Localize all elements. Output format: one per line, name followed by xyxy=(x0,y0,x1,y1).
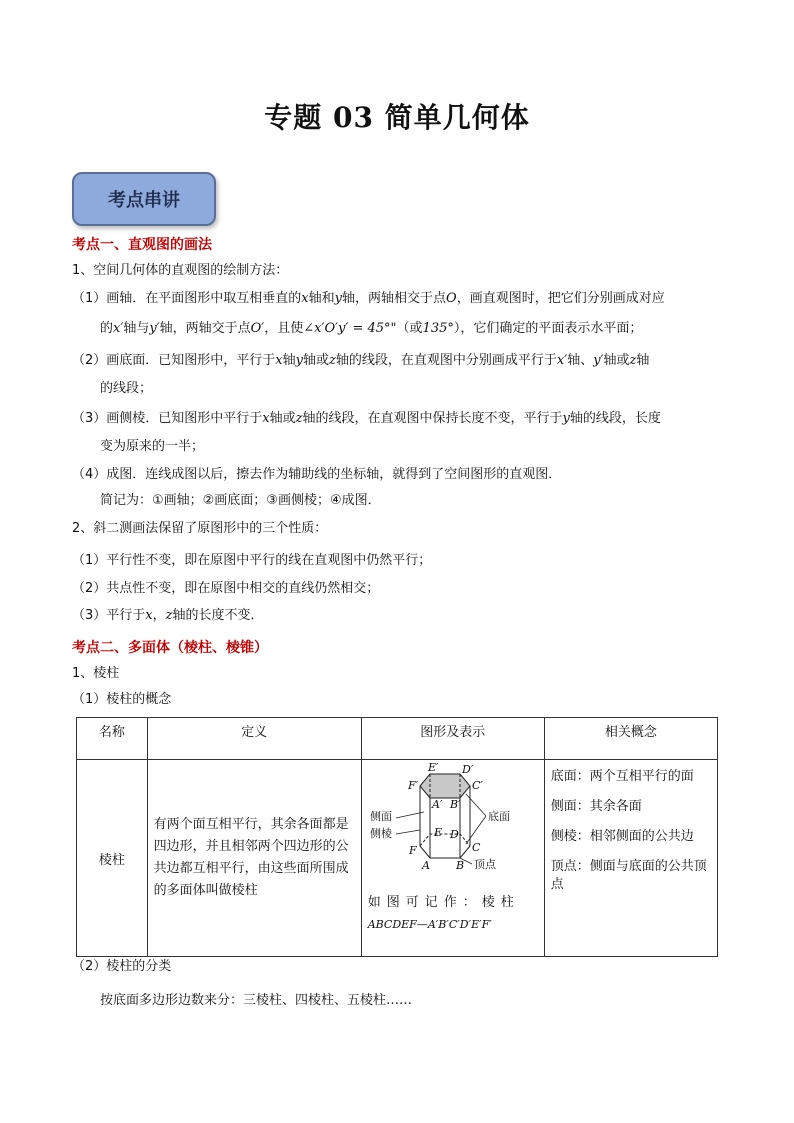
math-symbol: O xyxy=(446,291,457,306)
text-run: ， xyxy=(152,608,166,623)
text-run: 轴的线段，在直观图中分别画成平行于 xyxy=(335,353,557,368)
figure-caption xyxy=(368,892,536,936)
section2-heading: 考点二、多面体（棱柱、棱锥） xyxy=(72,640,268,656)
math-symbol: y xyxy=(562,411,570,426)
table-header: 名称 xyxy=(77,718,148,760)
text-run: 轴的长度不变． xyxy=(172,608,264,623)
bottom-front-edges xyxy=(420,846,470,858)
text-run: 轴的线段，长度 xyxy=(569,411,661,426)
vertex-label: C xyxy=(471,841,481,854)
section-badge: 考点串讲 xyxy=(72,172,216,226)
text-run: 轴 xyxy=(636,353,650,368)
table-row xyxy=(77,760,718,957)
text-run: 轴与 xyxy=(123,321,150,336)
page-title: 专题 03 简单几何体 xyxy=(264,101,530,134)
text-run: 轴或 xyxy=(269,411,296,426)
math-symbol: x xyxy=(145,608,153,623)
math-symbol: x xyxy=(275,353,283,368)
step3-line1 xyxy=(72,410,661,428)
property2: （2）共点性不变，即在原图中相交的直线仍然相交； xyxy=(72,581,380,596)
step1-line2 xyxy=(100,320,642,338)
figure-label: 顶点 xyxy=(473,858,496,871)
math-symbol: 135° xyxy=(422,321,454,336)
text-run: 的 xyxy=(100,321,114,336)
table-header: 图形及表示 xyxy=(361,718,544,760)
figure-label: 侧面 xyxy=(369,810,392,823)
pointer-line xyxy=(396,830,420,834)
text-run: 轴、 xyxy=(567,353,594,368)
table-header: 定义 xyxy=(147,718,361,760)
math-symbol: z xyxy=(629,353,637,368)
table-header-row xyxy=(77,718,718,760)
property1: （1）平行性不变，即在原图中平行的线在直观图中仍然平行； xyxy=(72,553,432,568)
section2-sub1: （1）棱柱的概念 xyxy=(72,692,172,707)
text-run: 轴和 xyxy=(308,291,335,306)
summary: 简记为：①画轴；②画底面；③画侧棱；④成图． xyxy=(100,493,381,508)
text-run: ），它们确定的平面表示水平面； xyxy=(453,321,643,336)
classification-text: 按底面多边形边数来分：三棱柱、四棱柱、五棱柱…… xyxy=(100,993,413,1008)
figure-label: 侧棱 xyxy=(369,827,392,840)
related-item: 底面：两个互相平行的面 xyxy=(550,769,694,784)
property3 xyxy=(72,607,264,625)
math-symbol: x′ xyxy=(556,353,568,368)
text-run: （2）画底面．已知图形中，平行于 xyxy=(72,353,276,368)
prism-concept-table xyxy=(76,717,718,957)
vertex-label: F′ xyxy=(407,779,418,792)
text-run: 轴 xyxy=(282,353,296,368)
math-symbol: z xyxy=(295,411,303,426)
text-run: 轴的线段，在直观图中保持长度不变，平行于 xyxy=(302,411,563,426)
related-item: 侧面：其余各面 xyxy=(550,799,642,814)
text-run: 轴或 xyxy=(603,353,630,368)
math-symbol: z xyxy=(165,608,173,623)
text-run: （3）平行于 xyxy=(72,608,146,623)
vertex-label: F xyxy=(408,844,417,857)
related-item: 侧棱：相邻侧面的公共边 xyxy=(550,829,694,844)
name-cell: 棱柱 xyxy=(77,760,148,957)
related-concepts-cell xyxy=(544,760,717,957)
definition-cell: 有两个面互相平行，其余各面都是四边形，并且相邻两个四边形的公共边都互相平行，由这些面所围成的多面体叫做棱柱 xyxy=(147,760,361,957)
vertex-label: E xyxy=(433,826,442,839)
text-run: 轴，两轴相交于点 xyxy=(342,291,447,306)
vertex-label: A′ xyxy=(431,798,443,811)
text-run: （1）画轴．在平面图形中取互相垂直的 xyxy=(72,291,302,306)
vertex-label: B xyxy=(455,859,464,872)
section2-sub2: （2）棱柱的分类 xyxy=(72,959,172,974)
math-symbol: x′ xyxy=(113,321,124,336)
caption-line: 如图可记作：棱柱 xyxy=(367,895,520,910)
text-run: （3）画侧棱．已知图形中平行于 xyxy=(72,411,263,426)
math-symbol: y xyxy=(295,353,303,368)
step2-line1 xyxy=(72,352,649,370)
figure-cell xyxy=(361,760,544,957)
vertex-label: C′ xyxy=(471,779,483,792)
bottom-back-edges xyxy=(420,834,470,846)
text-run: （或 xyxy=(396,321,423,336)
math-symbol: y xyxy=(334,291,342,306)
text-run: ，且使 xyxy=(264,321,304,336)
math-angle: ∠x′O′y′ = 45°" xyxy=(303,321,397,336)
step3-line2: 变为原来的一半； xyxy=(100,439,205,454)
math-symbol: z xyxy=(329,353,336,368)
vertex-label: E′ xyxy=(427,761,439,774)
section1-item2: 2、斜二测画法保留了原图形中的三个性质： xyxy=(72,521,328,536)
vertex-label: D xyxy=(449,828,459,841)
figure-label: 底面 xyxy=(487,810,510,823)
vertex-label: A xyxy=(421,859,430,872)
math-symbol: y′ xyxy=(593,353,604,368)
section1-item1: 1、空间几何体的直观图的绘制方法： xyxy=(72,263,289,278)
caption-notation: ABCDEF—A′B′C′D′E′F′ xyxy=(367,918,492,931)
pointer-line xyxy=(466,816,486,844)
math-symbol: x xyxy=(262,411,270,426)
step4: （4）成图．连线成图以后，擦去作为辅助线的坐标轴，就得到了空间图形的直观图． xyxy=(72,467,562,482)
section2-item1: 1、棱柱 xyxy=(72,666,120,681)
top-base-face xyxy=(420,774,470,798)
vertex-label: D′ xyxy=(461,763,474,776)
vertex-label: B′ xyxy=(449,798,461,811)
pointer-line xyxy=(466,794,486,816)
related-item: 顶点：侧面与底面的公共顶点 xyxy=(550,859,707,892)
math-symbol: y′ xyxy=(149,321,160,336)
math-symbol: x xyxy=(301,291,309,306)
text-run: 轴，两轴交于点 xyxy=(159,321,251,336)
step2-line2: 的线段； xyxy=(100,381,153,396)
text-run: ，画直观图时，把它们分别画成对应 xyxy=(456,291,665,306)
section1-heading: 考点一、直观图的画法 xyxy=(72,237,212,253)
step1-line1 xyxy=(72,290,665,308)
math-symbol: O′ xyxy=(250,321,265,336)
text-run: 轴或 xyxy=(303,353,330,368)
table-header: 相关概念 xyxy=(544,718,717,760)
